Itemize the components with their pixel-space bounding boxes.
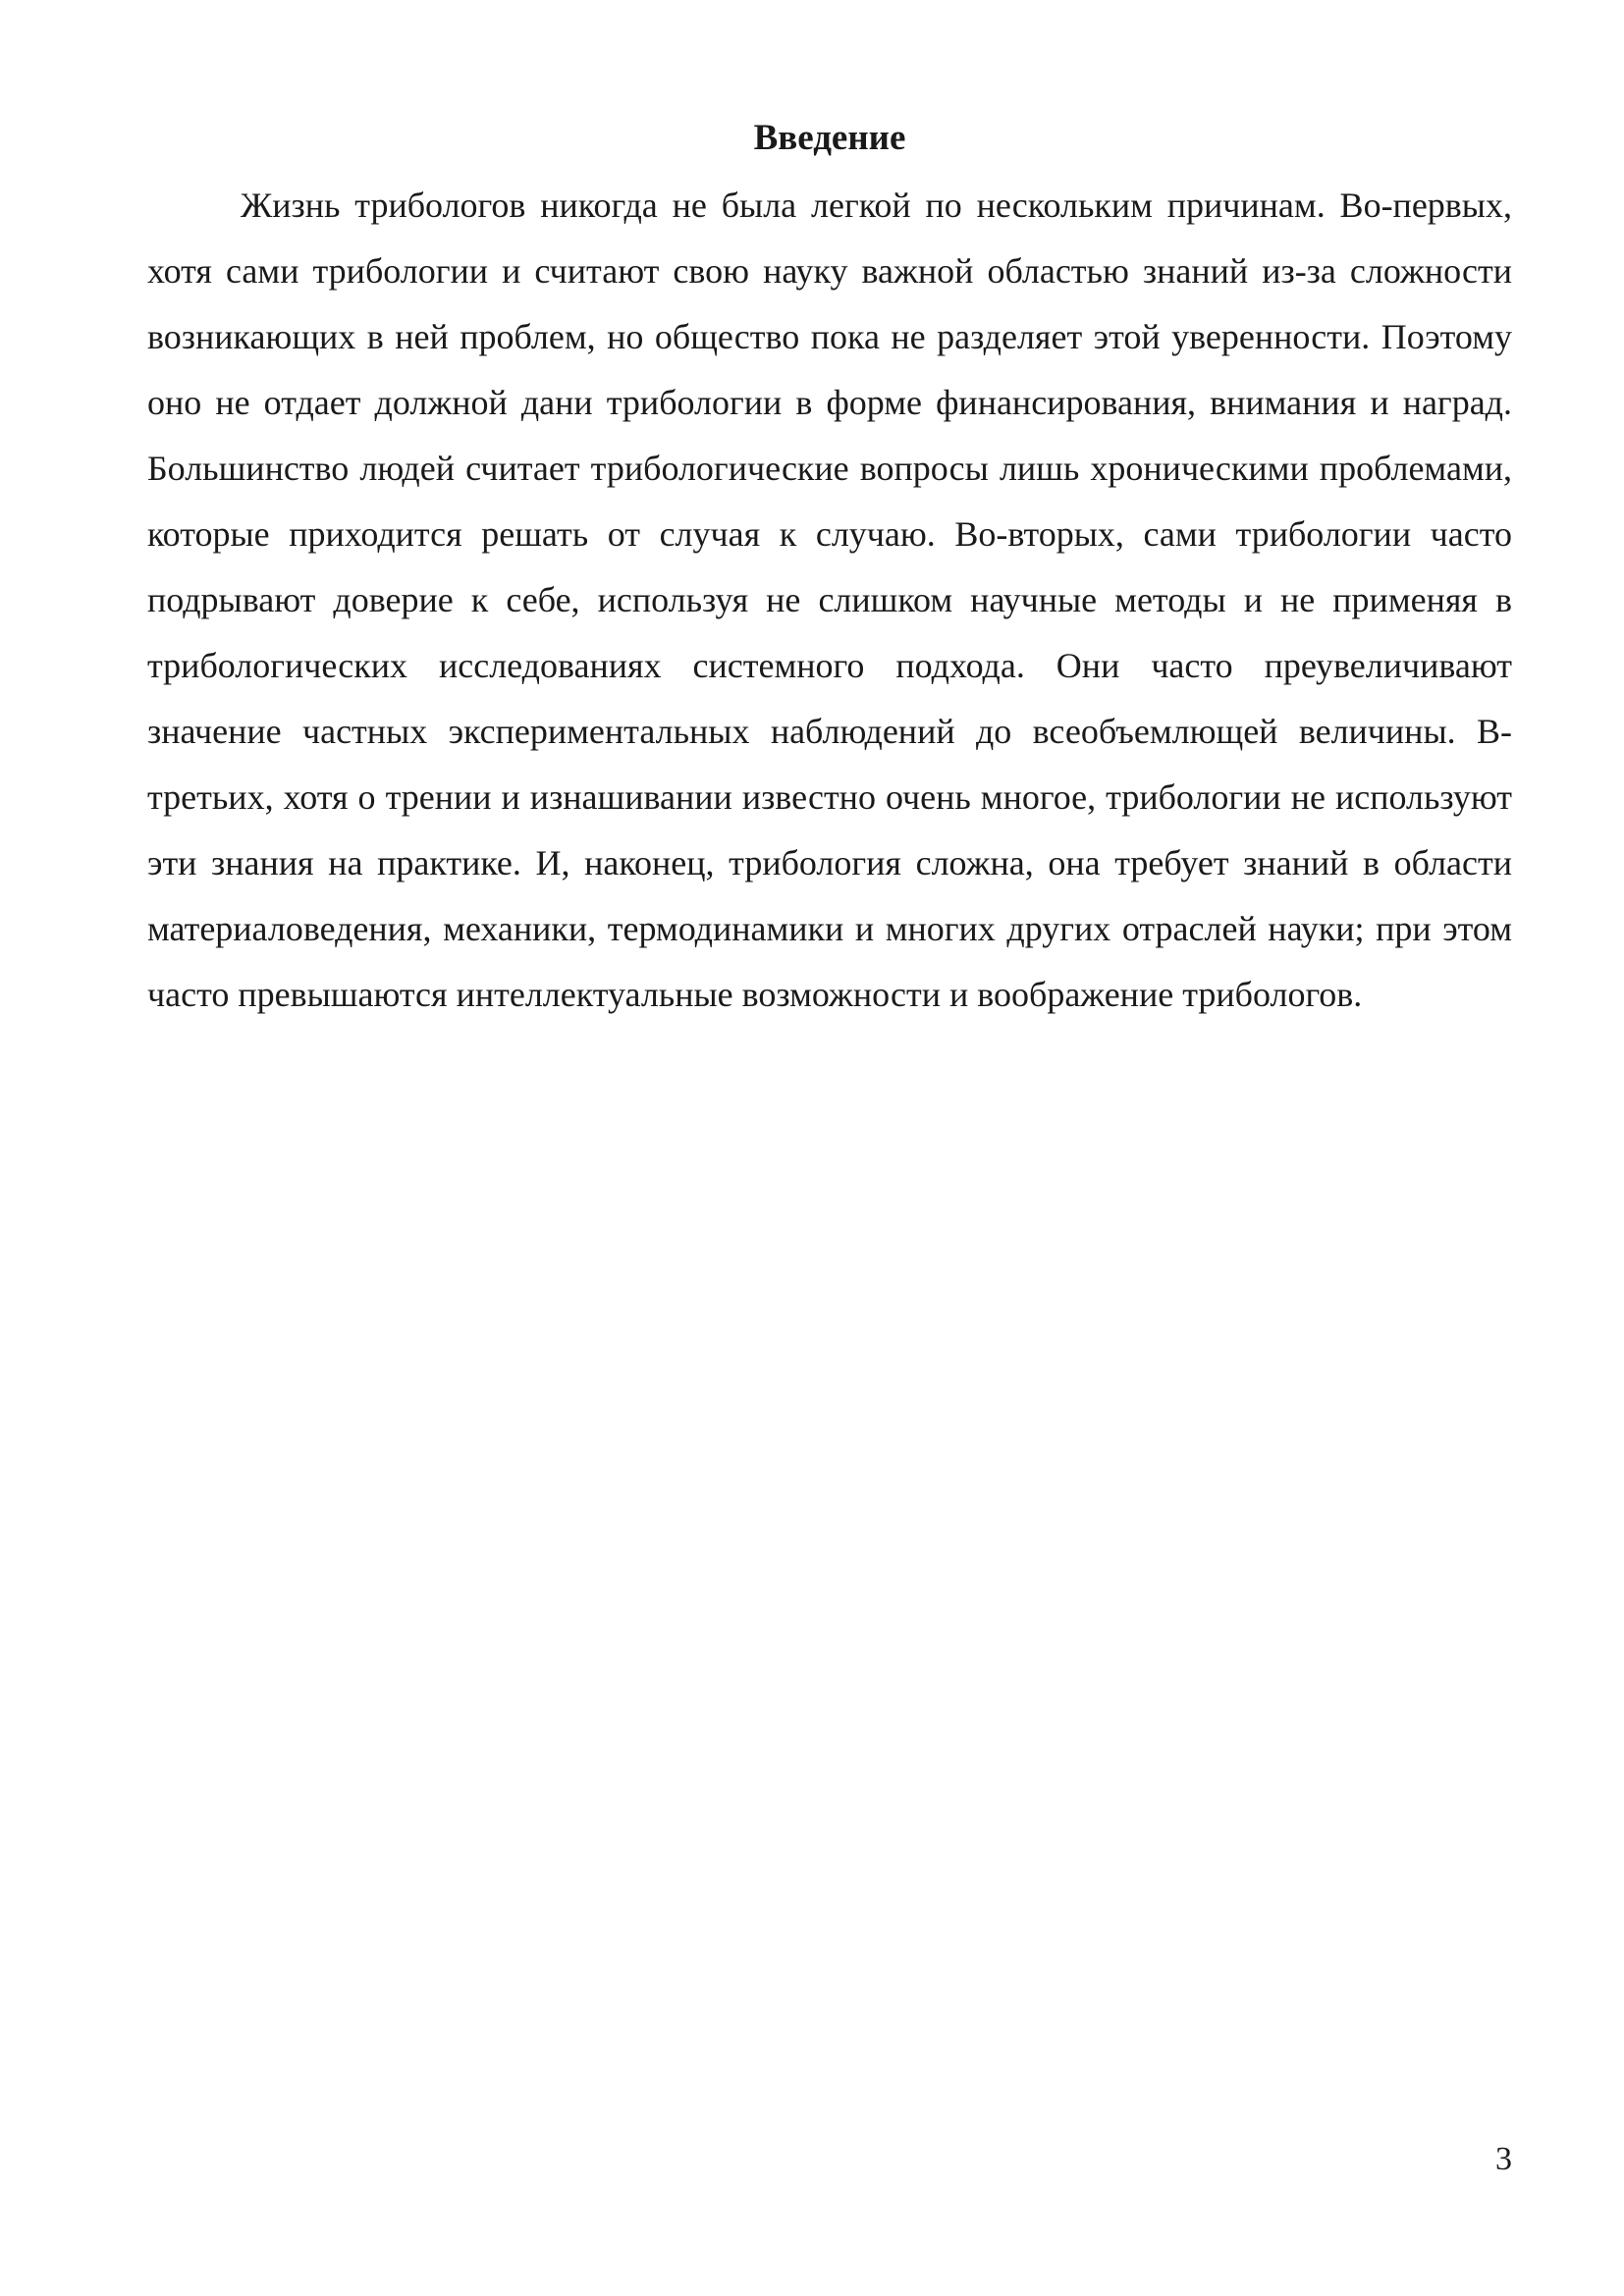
section-title: Введение xyxy=(753,118,906,158)
body-paragraph: Жизнь трибологов никогда не была легкой по нескольким причинам. Во-первых, хотя сами трибологии и считают свою науку важной областью знаний из-за сложности возникающих в ней проблем, но общество пока не разделяет этой уверенности. Поэтому оно не отдает должной дани трибологии в форме финансирования, внимания и наград. Большинство людей считает трибологические вопросы лишь хроническими проблемами, которые приходится решать от случая к случаю. Во-вторых, сами трибологии часто подрывают доверие к себе, используя не слишком научные методы и не применяя в трибологических исследованиях системного подхода. Они часто преувеличивают значение частных экспериментальных наблюдений до всеобъемлющей величины. В-третьих, хотя о трении и изнашивании известно очень многое, трибологии не используют эти знания на практике. И, наконец, трибология сложна, она требует знаний в области материаловедения, механики, термодинамики и многих других отраслей науки; при этом часто превышаются интеллектуальные возможности и воображение трибологов. xyxy=(147,186,1512,1014)
page-number: 3 xyxy=(1495,2141,1512,2177)
